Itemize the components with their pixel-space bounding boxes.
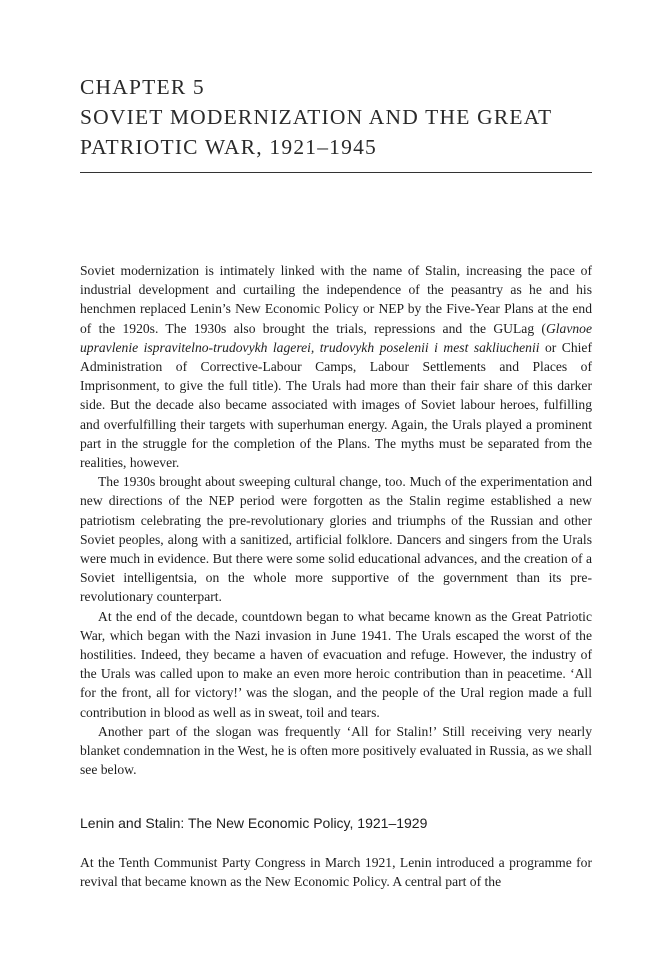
- paragraph-4: Another part of the slogan was frequently ‘All for Stalin!’ Still receiving very nearly blanket condemnation in the West, he is often more positively evaluated in Russia, as we shall see below.: [80, 723, 592, 778]
- paragraph-2: The 1930s brought about sweeping cultural change, too. Much of the experimentation and new directions of the NEP period were forgotten as the Stalin regime established a new patriotism celebrating the pre-revolutionary glories and triumphs of the Russian and other Soviet peoples, along with a sanitized, artificial folklore. Dancers and singers from the Urals were much in evidence. But there were some solid educational advances, and the creation of a Soviet intelligentsia, on the whole more supportive of the government than its pre-revolutionary counterpart.: [80, 474, 592, 605]
- chapter-title-rule: [80, 172, 592, 173]
- section-heading: Lenin and Stalin: The New Economic Policy, 1921–1929: [80, 815, 428, 831]
- section-text: [80, 853, 592, 891]
- chapter-intro-text: [80, 261, 592, 779]
- section-paragraph-1: At the Tenth Communist Party Congress in March 1921, Lenin introduced a programme for revival that became known as the New Economic Policy. A central part of the: [80, 855, 592, 890]
- paragraph-1: [80, 261, 592, 472]
- paragraph-3: At the end of the decade, countdown began to what became known as the Great Patriotic War, which began with the Nazi invasion in June 1941. The Urals escaped the worst of the hostilities. Indeed, they became a haven of evacuation and refuge. However, the industry of the Urals was called upon to make an even more heroic contribution than in peacetime. ‘All for the front, all for victory!’ was the slogan, and the people of the Ural region made a full contribution in blood as well as in sweat, toil and tears.: [80, 608, 592, 720]
- paragraph-1-italic-term: Glavnoe upravlenie ispravitelno-trudovykh lagerei, trudovykh poselenii i mest sakliuchenii: [80, 320, 592, 355]
- chapter-number: CHAPTER 5: [80, 75, 205, 99]
- paragraph-1-part-1: Soviet modernization is intimately linked with the name of Stalin, increasing the pace of industrial development and curtailing the independence of the peasantry as he and his henchmen replaced Lenin’s New Economic Policy or NEP by the Five-Year Plans at the end of the 1920s. The 1930s also brought the trials, repressions and the GULag (: [80, 263, 592, 336]
- chapter-header: [80, 72, 592, 162]
- book-page: [80, 0, 592, 975]
- paragraph-1-part-2: or Chief Administration of Corrective-Labour Camps, Labour Settlements and Places of Imprisonment, to give the full title). The Urals had more than their fair share of this darker side. But the decade also became associated with images of Soviet labour heroes, fulfilling and overfulfilling their targets with superhuman energy. Again, the Urals played a prominent part in the struggle for the completion of the Plans. The myths must be separated from the realities, however.: [80, 339, 592, 471]
- chapter-title-line-2: PATRIOTIC WAR, 1921–1945: [80, 135, 377, 159]
- chapter-title-line-1: SOVIET MODERNIZATION AND THE GREAT: [80, 105, 553, 129]
